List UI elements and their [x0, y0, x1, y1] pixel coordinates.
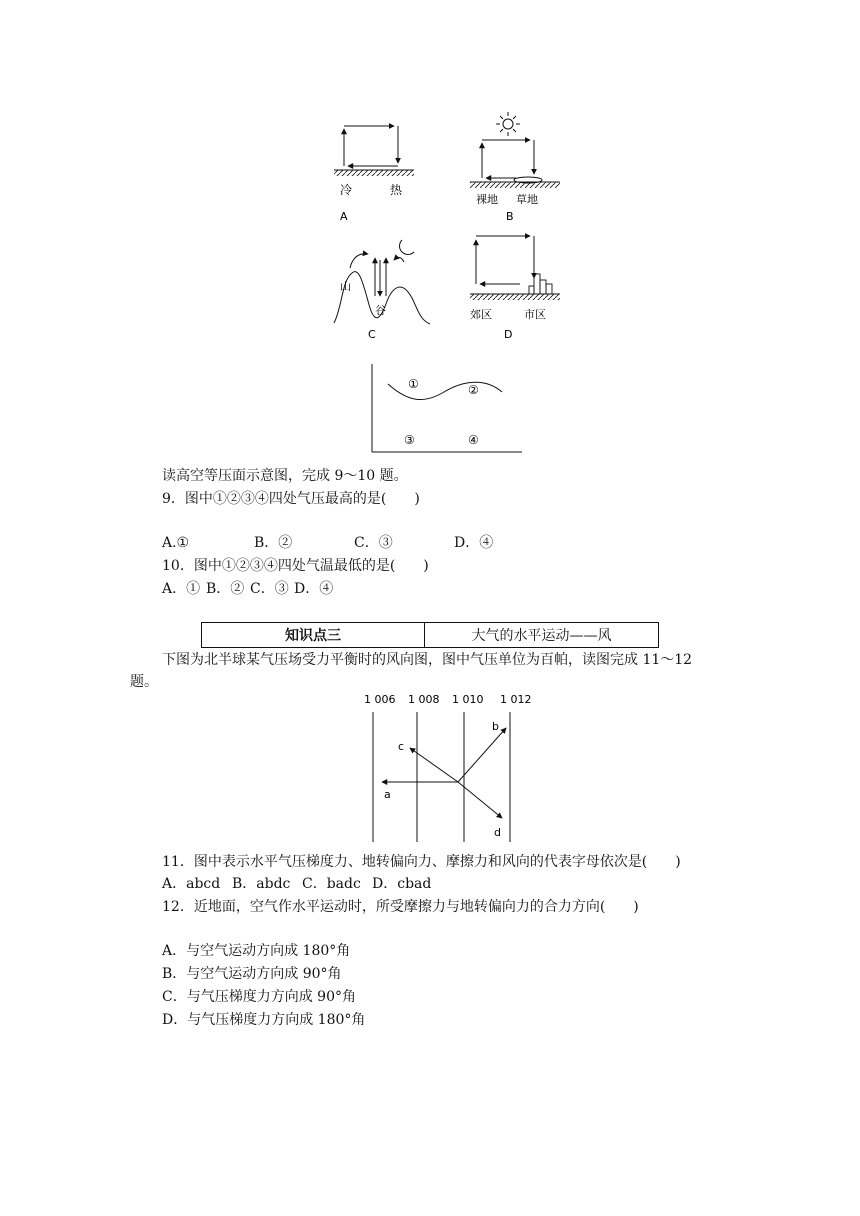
label-mountain: 山	[340, 280, 351, 293]
option-a: A．①	[162, 581, 201, 597]
option-c: C．③	[250, 581, 289, 597]
city-buildings-icon	[529, 274, 552, 294]
kp-title: 知识点三	[202, 623, 425, 648]
intro-11-12-line1: 下图为北半球某气压场受力平衡时的风向图，图中气压单位为百帕，读图完成 11～12	[162, 652, 693, 668]
kp-topic: 大气的水平运动——风	[425, 623, 659, 648]
option-b: B．②	[254, 535, 293, 551]
circulation-diagrams	[320, 108, 580, 348]
isobar-label-1010: 1 010	[452, 693, 484, 706]
point-4: ④	[468, 433, 479, 447]
vector-c: c	[398, 740, 405, 753]
sun-icon	[503, 119, 513, 129]
diagram-a	[334, 126, 414, 223]
question-12-option-d: D．与气压梯度力方向成 180°角	[162, 1012, 366, 1028]
moon-icon	[400, 240, 414, 254]
question-10-options	[162, 579, 333, 599]
option-c: C．badc	[302, 876, 361, 892]
option-d: D．④	[294, 581, 334, 597]
option-d: D．cbad	[372, 876, 432, 892]
question-9-options	[162, 533, 493, 553]
vector-a: a	[384, 788, 391, 801]
option-b: B．②	[206, 581, 245, 597]
point-3: ③	[404, 433, 415, 447]
question-12-option-b: B．与空气运动方向成 90°角	[162, 966, 342, 982]
intro-9-10: 读高空等压面示意图，完成 9～10 题。	[162, 468, 408, 484]
vector-b: b	[492, 720, 499, 733]
option-c: C．③	[354, 535, 393, 551]
vector-d: d	[494, 826, 501, 839]
label-cold: 冷	[340, 183, 353, 197]
caption-d: D	[504, 328, 513, 341]
isobar-label-1008: 1 008	[408, 693, 440, 706]
isobaric-surface-diagram	[368, 362, 528, 456]
point-1: ①	[408, 377, 419, 391]
question-11: 11．图中表示水平气压梯度力、地转偏向力、摩擦力和风向的代表字母依次是( )	[162, 854, 681, 870]
diagram-c	[334, 240, 430, 341]
question-12-option-c: C．与气压梯度力方向成 90°角	[162, 989, 356, 1005]
diagram-d	[470, 236, 560, 341]
question-12: 12．近地面，空气作水平运动时，所受摩擦力与地转偏向力的合力方向( )	[162, 899, 639, 915]
diagram-b	[470, 112, 560, 223]
caption-b: B	[506, 210, 514, 223]
question-10: 10．图中①②③④四处气温最低的是( )	[162, 558, 429, 574]
question-11-options	[162, 874, 431, 894]
knowledge-point-table	[201, 622, 659, 648]
question-12-option-a: A．与空气运动方向成 180°角	[162, 943, 351, 959]
label-valley: 谷	[375, 304, 386, 317]
option-a: A.①	[162, 535, 190, 551]
option-d: D．④	[454, 535, 494, 551]
label-hot: 热	[390, 183, 403, 197]
option-a: A．abcd	[162, 876, 221, 892]
point-2: ②	[468, 383, 479, 397]
label-suburb: 郊区	[470, 308, 492, 321]
label-grass: 草地	[516, 193, 538, 206]
caption-c: C	[368, 328, 376, 341]
isobar-label-1006: 1 006	[364, 693, 396, 706]
label-bare: 裸地	[476, 193, 498, 206]
isobar-label-1012: 1 012	[500, 693, 532, 706]
wind-force-diagram	[360, 690, 540, 846]
option-b: B．abdc	[232, 876, 291, 892]
caption-a: A	[340, 210, 348, 223]
label-urban: 市区	[524, 308, 546, 321]
question-9: 9．图中①②③④四处气压最高的是( )	[162, 491, 420, 507]
intro-11-12-line2: 题。	[130, 674, 158, 690]
